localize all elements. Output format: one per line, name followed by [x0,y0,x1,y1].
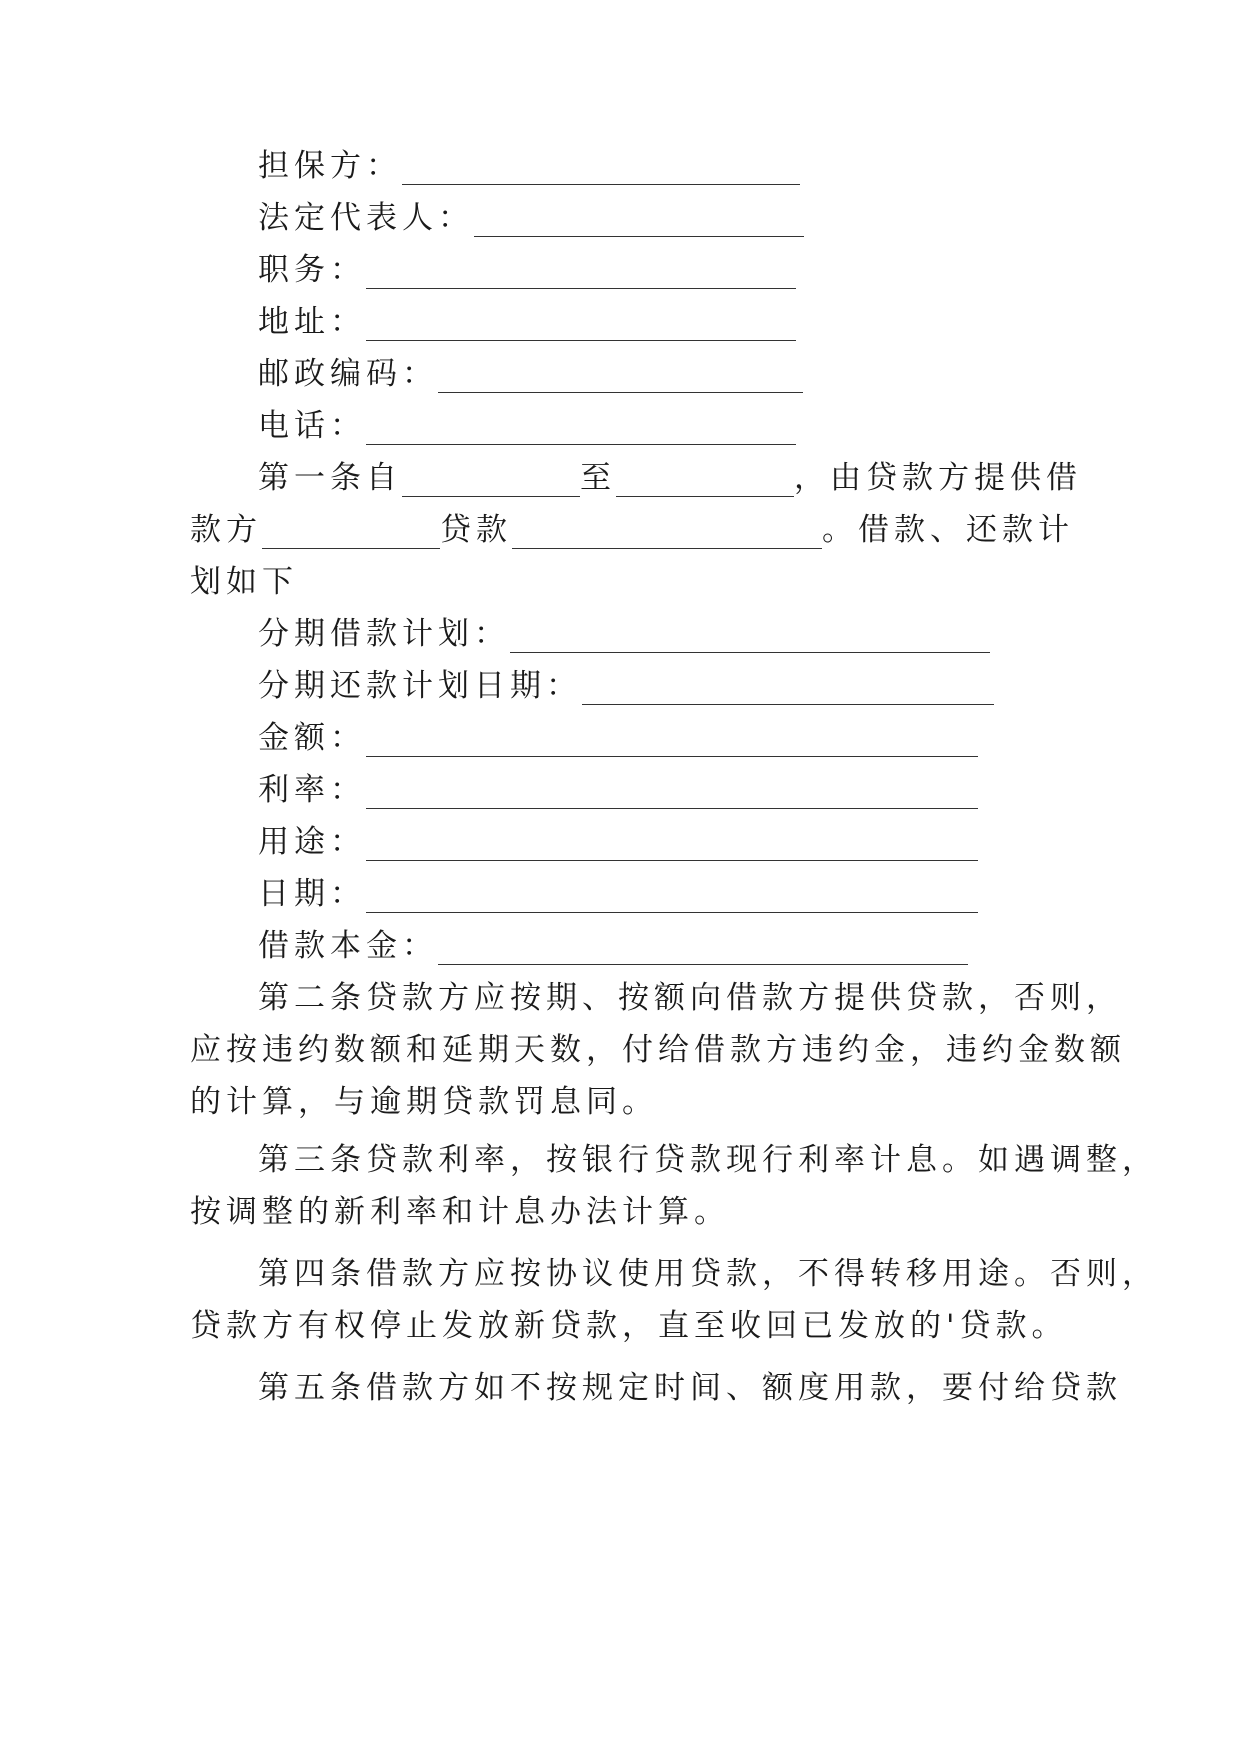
article-text: 至 [580,460,616,496]
blank-line [510,628,990,653]
article-text: 款方 [190,512,262,548]
postal-code-field [0,348,1241,400]
blank-line [366,316,796,341]
blank-line [366,264,796,289]
field-label: 电话： [258,408,366,444]
article3-line2 [0,1186,1241,1238]
article-text: 。借款、还款计 [822,512,1074,548]
field-label: 法定代表人： [258,200,474,236]
blank-line [438,940,968,965]
article4-line2 [0,1300,1241,1352]
article-text: 按调整的新利率和计息办法计算。 [190,1194,730,1230]
article-text: ，由贷款方提供借 [794,460,1082,496]
blank-line [366,888,978,913]
date-field [0,868,1241,920]
article2-line2 [0,1024,1241,1076]
article4-line1 [0,1248,1241,1300]
field-label: 职务： [258,252,366,288]
field-label: 用途： [258,824,366,860]
blank-line [438,368,803,393]
article-text: 第三条贷款利率，按银行贷款现行利率计息。如遇调整， [258,1142,1158,1178]
position-field [0,244,1241,296]
phone-field [0,400,1241,452]
blank-line [262,524,440,549]
blank-line [366,420,796,445]
field-label: 日期： [258,876,366,912]
installment-loan-plan-field [0,608,1241,660]
purpose-field [0,816,1241,868]
article-text: 应按违约数额和延期天数，付给借款方违约金，违约金数额 [190,1032,1126,1068]
article1-line1 [0,452,1241,504]
article-text: 的计算，与逾期贷款罚息同。 [190,1084,658,1120]
article-text: 第四条借款方应按协议使用贷款，不得转移用途。否则， [258,1256,1158,1292]
blank-line [402,160,800,185]
article-text: 划如下 [190,564,298,600]
blank-line [366,836,978,861]
article3-line1 [0,1134,1241,1186]
article2-line3 [0,1076,1241,1128]
field-label: 借款本金： [258,928,438,964]
article1-line3 [0,556,1241,608]
guarantor-field [0,140,1241,192]
field-label: 担保方： [258,148,402,184]
loan-principal-field [0,920,1241,972]
address-field [0,296,1241,348]
article5-line1 [0,1362,1241,1414]
field-label: 金额： [258,720,366,756]
field-label: 邮政编码： [258,356,438,392]
article-text: 第一条自 [258,460,402,496]
article-text: 贷款方有权停止发放新贷款，直至收回已发放的'贷款。 [190,1308,1068,1344]
article2-line1 [0,972,1241,1024]
field-label: 分期还款计划日期： [258,668,582,704]
blank-line [616,472,794,497]
interest-rate-field [0,764,1241,816]
legal-representative-field [0,192,1241,244]
field-label: 分期借款计划： [258,616,510,652]
blank-line [474,212,804,237]
blank-line [582,680,994,705]
article-text: 第五条借款方如不按规定时间、额度用款，要付给贷款 [258,1370,1122,1406]
repayment-plan-date-field [0,660,1241,712]
blank-line [366,732,978,757]
article-text: 第二条贷款方应按期、按额向借款方提供贷款，否则， [258,980,1122,1016]
blank-line [402,472,580,497]
field-label: 地址： [258,304,366,340]
amount-field [0,712,1241,764]
article1-line2 [0,504,1241,556]
blank-line [366,784,978,809]
blank-line [512,524,822,549]
article-text: 贷款 [440,512,512,548]
field-label: 利率： [258,772,366,808]
